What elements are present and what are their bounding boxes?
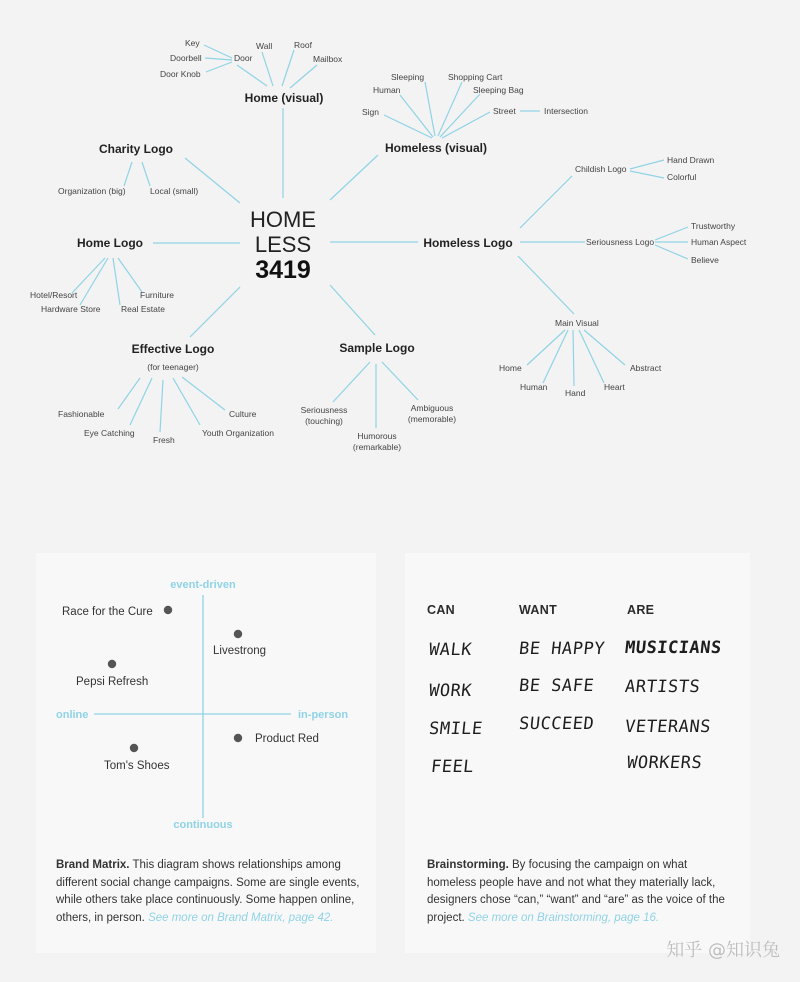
branch-homeless-logo: Homeless Logo <box>423 236 513 250</box>
handwritten-can-work: WORK <box>427 681 474 701</box>
leaf-human: Human <box>373 85 401 95</box>
brainstorming-panel <box>405 553 750 953</box>
matrix-label-pepsi-refresh: Pepsi Refresh <box>76 676 149 688</box>
branch-effective-logo: Effective Logo <box>131 342 215 356</box>
leaf-believe: Believe <box>691 255 719 265</box>
leaf-ambiguous: Ambiguous <box>410 403 454 413</box>
leaf-hand: Hand <box>565 388 586 398</box>
column-heading-are: ARE <box>627 603 655 617</box>
leaf-eye-catching: Eye Catching <box>84 428 135 438</box>
leaf-abstract: Abstract <box>630 363 662 373</box>
handwritten-can-smile: SMILE <box>427 719 484 739</box>
handwritten-want-succeed: SUCCEED <box>517 714 596 734</box>
matrix-point-livestrong <box>234 630 242 638</box>
leaf-shopping-cart: Shopping Cart <box>448 72 503 82</box>
branch-homeless-visual: Homeless (visual) <box>384 141 488 155</box>
caption-title: Brainstorming. <box>427 859 509 871</box>
leaf-fresh: Fresh <box>153 435 175 445</box>
caption-body: This diagram shows relationships among different social change campaigns. Some are single events, while others take place continuously. Some happen online, others, in person. <box>56 859 360 924</box>
leaf-culture: Culture <box>229 409 257 419</box>
leaf-hotel-resort: Hotel/Resort <box>30 290 78 300</box>
brand-matrix-panel <box>36 553 376 953</box>
matrix-label-race-for-the-cure: Race for the Cure <box>62 606 153 618</box>
leaf-human-main: Human <box>520 382 548 392</box>
matrix-point-toms-shoes <box>130 744 138 752</box>
leaf-hand-drawn: Hand Drawn <box>667 155 715 165</box>
leaf-sleeping: Sleeping <box>391 72 425 82</box>
handwritten-are-artists: ARTISTS <box>623 677 702 697</box>
axis-label-continuous: continuous <box>173 819 233 831</box>
caption-body: By focusing the campaign on what homeless people have and not what they materially lack, designers chose “can,” “want” and “are” as the voice of the project. <box>427 859 725 924</box>
brand-matrix-diagram <box>36 553 376 843</box>
leaf-roof: Roof <box>294 40 312 50</box>
center-title-line2: LESS <box>254 232 312 257</box>
leaf-human-aspect: Human Aspect <box>691 237 747 247</box>
center-title-line1: HOME <box>250 207 316 232</box>
matrix-point-pepsi-refresh <box>108 660 116 668</box>
leaf-organization-big: Organization (big) <box>58 186 126 196</box>
branch-home-logo: Home Logo <box>77 236 143 250</box>
caption-link[interactable]: See more on Brainstorming, page 16. <box>467 911 660 924</box>
matrix-point-race-for-the-cure <box>164 606 172 614</box>
branch-charity-logo: Charity Logo <box>99 142 173 156</box>
caption-link[interactable]: See more on Brand Matrix, page 42. <box>148 911 334 924</box>
leaf-childish-logo: Childish Logo <box>575 164 627 174</box>
watermark: 知乎 @知识兔 <box>666 940 780 961</box>
handwritten-can-walk: WALK <box>427 640 474 660</box>
axis-label-in-person: in-person <box>298 709 349 721</box>
leaf-ambiguous-note: (memorable) <box>407 414 457 424</box>
leaf-seriousness-note: (touching) <box>305 416 343 426</box>
center-title-number: 3419 <box>255 256 311 284</box>
handwritten-are-veterans: VETERANS <box>623 717 712 737</box>
leaf-seriousness: Seriousness <box>300 405 348 415</box>
branch-sample-logo: Sample Logo <box>339 341 415 355</box>
branch-home-visual: Home (visual) <box>244 91 324 105</box>
brand-matrix-caption <box>56 857 376 927</box>
leaf-heart: Heart <box>604 382 625 392</box>
leaf-local-small: Local (small) <box>150 186 199 196</box>
leaf-street: Street <box>493 106 516 116</box>
leaf-mailbox: Mailbox <box>313 54 343 64</box>
handwritten-can-feel: FEEL <box>429 757 476 777</box>
matrix-point-product-red <box>234 734 242 742</box>
axis-label-event-driven: event-driven <box>170 579 236 591</box>
column-heading-can: CAN <box>427 603 455 617</box>
leaf-trustworthy: Trustworthy <box>691 221 736 231</box>
leaf-furniture: Furniture <box>140 290 175 300</box>
leaf-fashionable: Fashionable <box>58 409 105 419</box>
leaf-seriousness-logo: Seriousness Logo <box>586 237 655 247</box>
leaf-humorous: Humorous <box>357 431 397 441</box>
handwritten-are-workers: WORKERS <box>625 753 704 773</box>
leaf-intersection: Intersection <box>544 106 588 116</box>
leaf-hardware-store: Hardware Store <box>41 304 101 314</box>
effective-logo-note: (for teenager) <box>147 362 199 372</box>
handwritten-want-be-safe: BE SAFE <box>517 676 596 696</box>
leaf-door-knob: Door Knob <box>160 69 201 79</box>
leaf-door: Door <box>234 53 253 63</box>
leaf-wall: Wall <box>256 41 273 51</box>
handwritten-are-musicians: MUSICIANS <box>623 638 723 658</box>
leaf-sign: Sign <box>362 107 380 117</box>
leaf-sleeping-bag: Sleeping Bag <box>473 85 524 95</box>
handwritten-want-be-happy: BE HAPPY <box>517 639 606 659</box>
leaf-colorful: Colorful <box>667 172 697 182</box>
leaf-youth-organization: Youth Organization <box>202 428 274 438</box>
leaf-humorous-note: (remarkable) <box>352 442 402 452</box>
column-heading-want: WANT <box>519 603 557 617</box>
axis-label-online: online <box>56 709 89 721</box>
matrix-label-livestrong: Livestrong <box>213 645 267 657</box>
matrix-label-toms-shoes: Tom's Shoes <box>104 760 170 772</box>
brainstorming-caption <box>427 857 737 927</box>
leaf-home: Home <box>499 363 522 373</box>
leaf-doorbell: Doorbell <box>170 53 202 63</box>
matrix-label-product-red: Product Red <box>255 733 319 745</box>
leaf-real-estate: Real Estate <box>121 304 165 314</box>
leaf-key: Key <box>185 38 200 48</box>
leaf-main-visual: Main Visual <box>555 318 599 328</box>
caption-title: Brand Matrix. <box>56 859 130 871</box>
